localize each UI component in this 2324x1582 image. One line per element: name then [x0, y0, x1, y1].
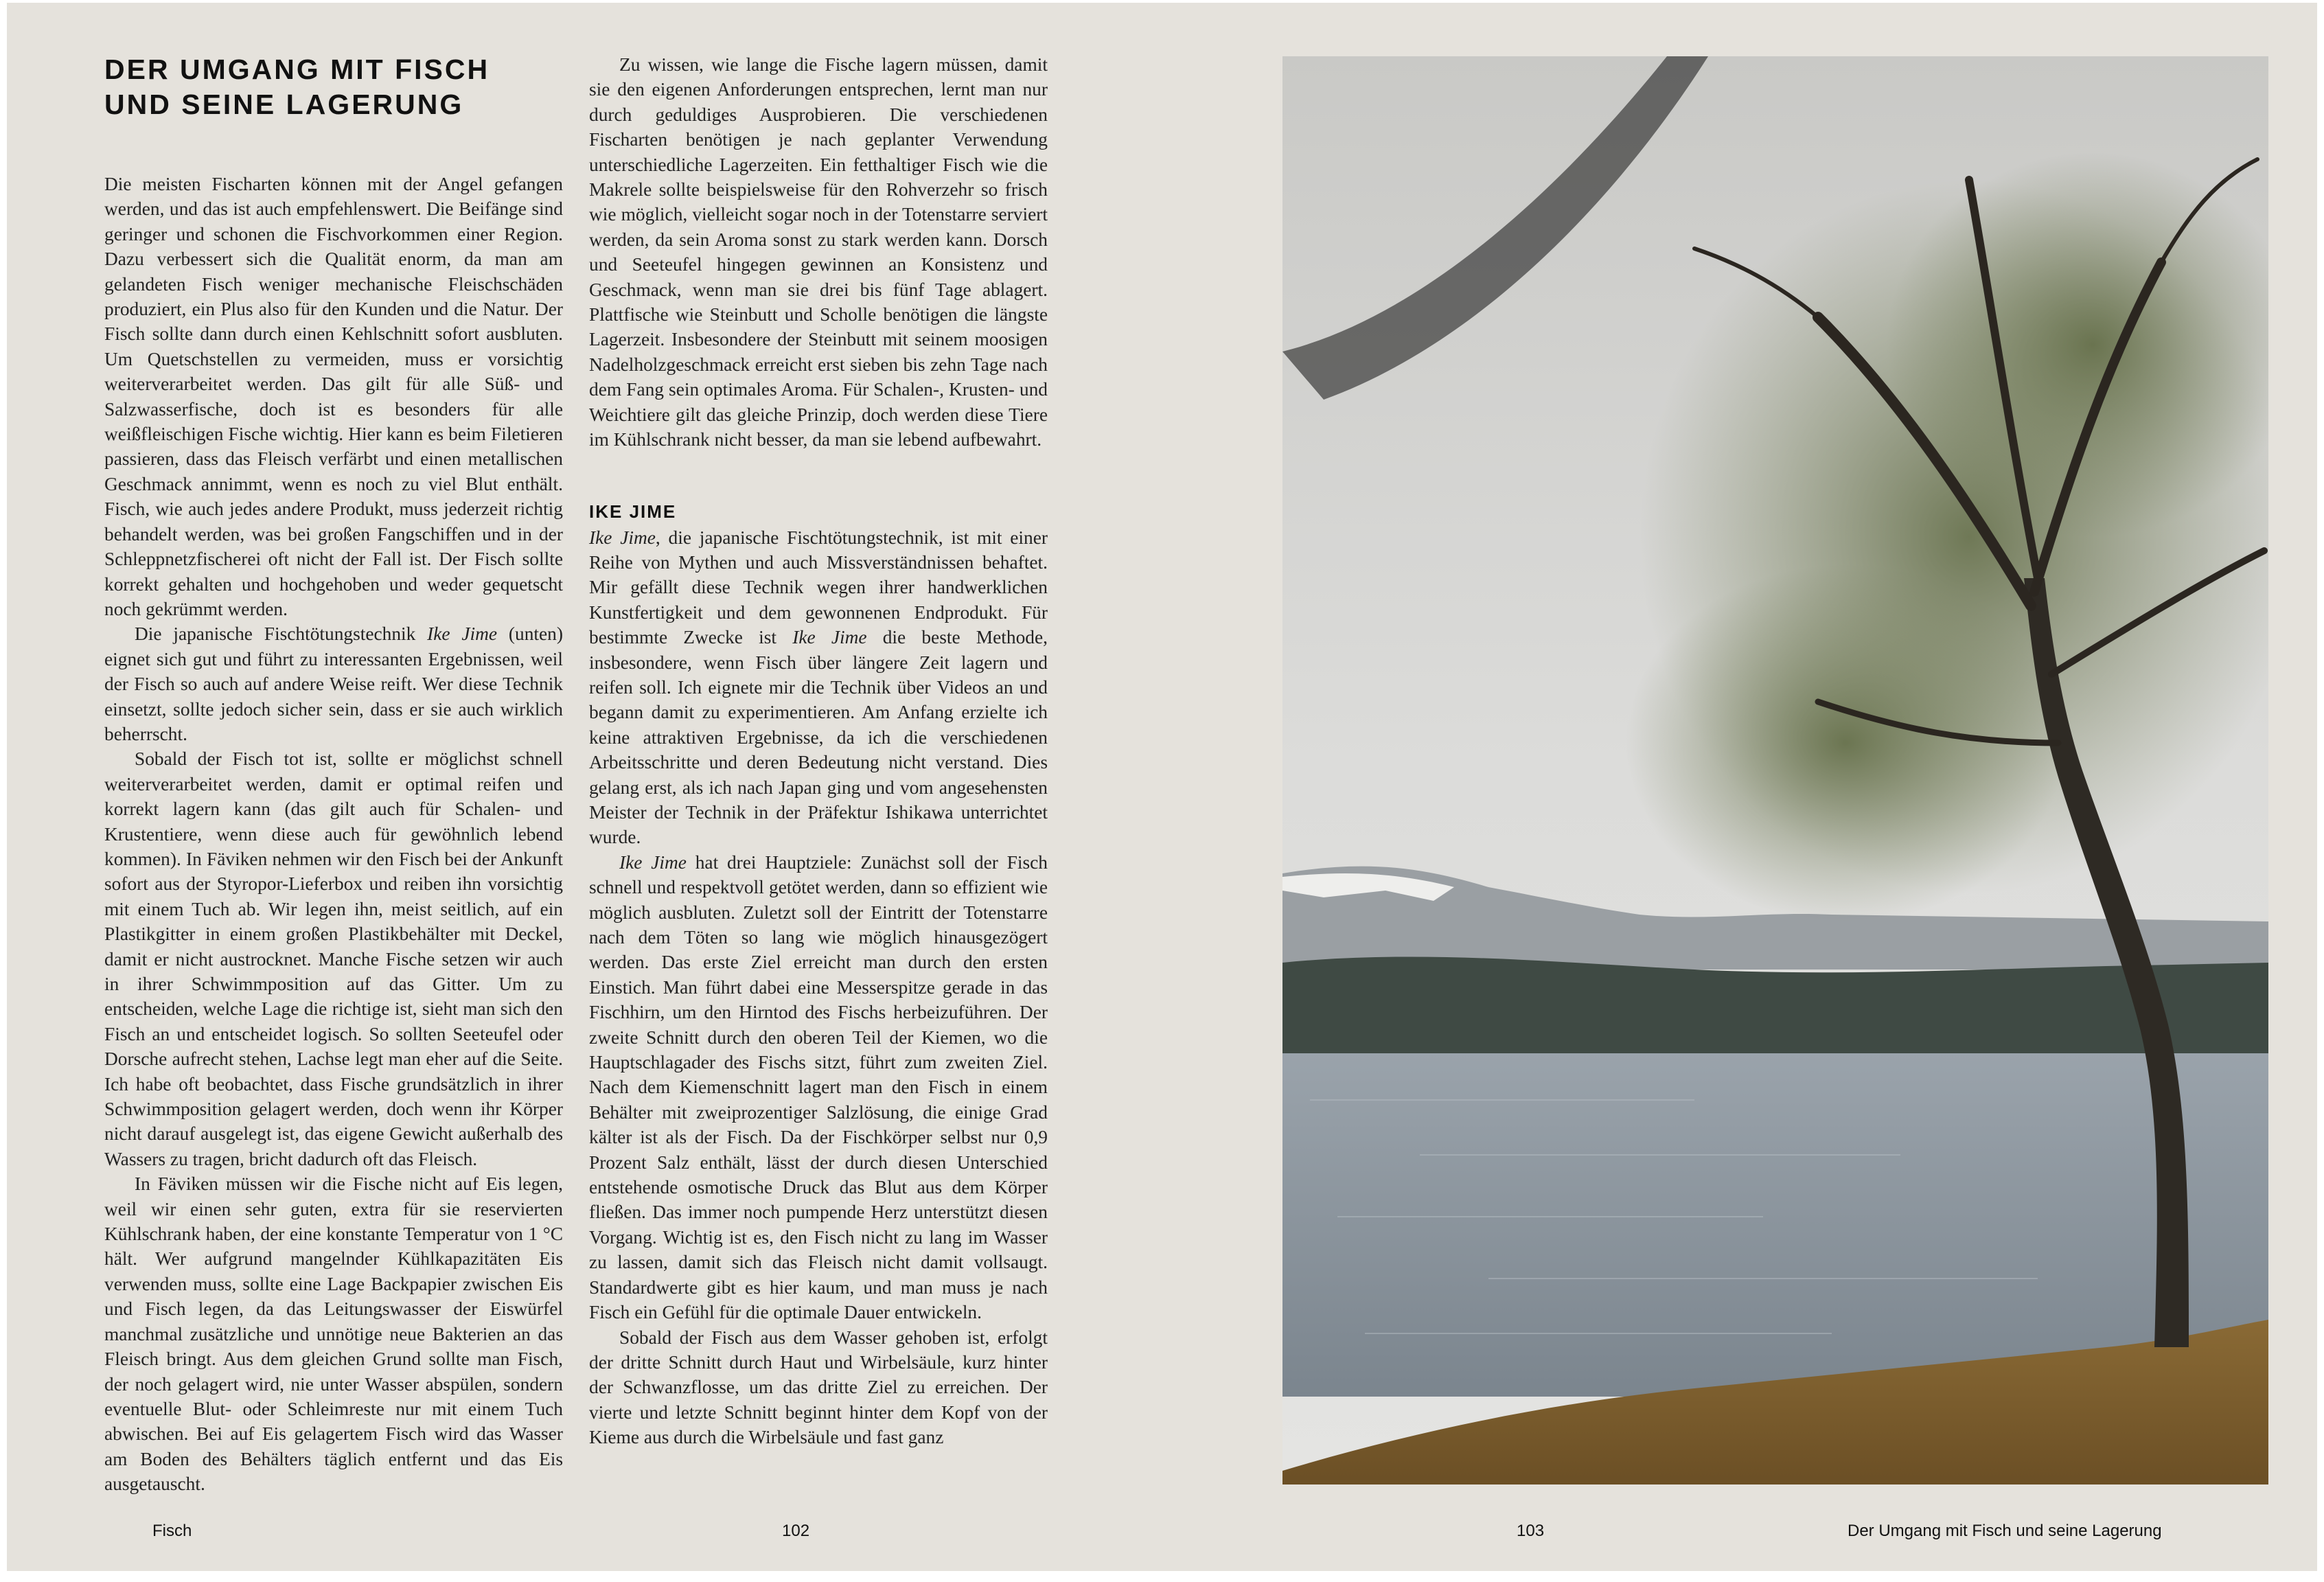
paragraph: In Fäviken müssen wir die Fische nicht auf Eis legen, weil wir einen sehr guten, extra für sie reservierten Kühlschrank haben, der eine konstante Temperatur von 1 °C hält. Wer aufgrund mangelnder Kühlkapazitäten Eis verwenden muss, sollte eine Lage Backpapier zwischen Eis und Fisch legen, da das Leitungswasser der Eiswürfel manchmal zusätzliche und unnötige neue Bakterien an das Fleisch bringt. Aus dem gleichen Grund sollte man Fisch, der noch gelagert wird, nie unter Wasser abspülen, sondern eventuelle Blut- oder Schleimreste nur mit einem Tuch abwischen. Bei auf Eis gelagertem Fisch wird das Wasser am Boden des Behälters täglich entfernt und das Eis ausgetauscht.	[104, 1173, 563, 1495]
paragraph: Zu wissen, wie lange die Fische lagern müssen, damit sie den eigenen Anforderungen entsprechen, lernt man nur durch geduldiges Ausprobieren. Die verschiedenen Fischarten benötigen je nach geplanter Verwendung unterschiedliche Lagerzeiten. Ein fetthaltiger Fisch wie die Makrele sollte beispielsweise für den Rohverzehr so frisch wie möglich, vielleicht sogar noch in der Totenstarre serviert werden, da sein Aroma sonst zu stark werden kann. Dorsch und Seeteufel hingegen gewinnen an Konsistenz und Geschmack, wenn man sie drei bis fünf Tage ablagert. Plattfische wie Steinbutt und Scholle benötigen die längste Lagerzeit. Insbesondere der Steinbutt mit seinem moosigen Nadelholzgeschmack erreicht erst sieben bis zehn Tage nach dem Fang sein optimales Aroma. Für Schalen-, Krusten- und Weichtiere gilt das gleiche Prinzip, doch werden diese Tiere im Kühlschrank nicht besser, da man sie lebend aufbewahrt.	[589, 54, 1048, 450]
section-subhead: IKE JIME	[589, 501, 677, 522]
headline-line-2: UND SEINE LAGERUNG	[104, 89, 464, 120]
photo-illustration	[1282, 56, 2268, 1484]
footer-page-number-left: 102	[782, 1522, 810, 1540]
paragraph: Die japanische Fischtötungstechnik Ike Jime (unten) eignet sich gut und führt zu interessanten Ergebnissen, weil der Fisch so auch auf andere Weise reift. Wer diese Technik einsetzt, sollte jedoch sicher sein, dass er sie auch wirklich beherrscht.	[104, 623, 563, 744]
footer-section-right: Der Umgang mit Fisch und seine Lagerung	[1848, 1522, 2162, 1540]
footer-page-number-right: 103	[1517, 1522, 1545, 1540]
chapter-headline	[104, 52, 563, 122]
paragraph: Ike Jime hat drei Hauptziele: Zunächst soll der Fisch schnell und respektvoll getötet werden, dann so effizient wie möglich ausbluten. Zuletzt soll der Eintritt der Totenstarre nach dem Töten so lang wie möglich hinausgezögert werden. Das erste Ziel erreicht man durch den ersten Einstich. Man führt dabei eine Messerspitze gerade in das Fischhirn, um den Hirntod des Fischs herbeizuführen. Der zweite Schnitt durch den oberen Teil der Kiemen, wo die Hauptschlagader des Fischs sitzt, führt zum zweiten Ziel. Nach dem Kiemenschnitt lagert man den Fisch in einem Behälter mit zweiprozentiger Salzlösung, die einige Grad kälter ist als der Fisch. Da der Fischkörper selbst nur 0,9 Prozent Salz enthält, lässt der durch diesen Unterschied entstehende osmotische Druck das Blut aus dem Körper fließen. Das immer noch pumpende Herz unterstützt diesen Vorgang. Wichtig ist es, den Fisch nicht zu lang im Wasser zu lassen, damit sich das Fleisch nicht damit vollsaugt. Standardwerte gibt es hier kaum, und man muss je nach Fisch ein Gefühl für die optimale Dauer entwickeln.	[589, 851, 1048, 1323]
paragraph: Sobald der Fisch aus dem Wasser gehoben ist, erfolgt der dritte Schnitt durch Haut und Wirbelsäule, kurz hinter der Schwanzflosse, um das dritte Ziel zu erreichen. Der vierte und letzte Schnitt beginnt hinter dem Kopf von der Kieme aus durch die Wirbelsäule und fast ganz	[589, 1327, 1048, 1448]
book-spread	[7, 3, 2317, 1571]
left-text-column	[104, 52, 563, 1497]
middle-text-column	[589, 52, 1048, 1450]
paragraph: Ike Jime, die japanische Fischtötungstechnik, ist mit einer Reihe von Mythen und auch Missverständnissen behaftet. Mir gefällt diese Technik wegen ihrer handwerklichen Kunstfertigkeit und dem gewonnenen Endprodukt. Für bestimmte Zwecke ist Ike Jime die beste Methode, insbesondere, wenn Fisch über längere Zeit lagern und reifen soll. Ich eignete mir die Technik über Videos an und begann damit zu experimentieren. Am Anfang erzielte ich keine attraktiven Ergebnisse, da ich die verschiedenen Arbeitsschritte und deren Bedeutung nicht verstand. Dies gelang erst, als ich nach Japan ging und vom angesehensten Meister der Technik in der Präfektur Ishikawa unterrichtet wurde.	[589, 527, 1048, 848]
lake-tree-photo	[1282, 56, 2268, 1484]
paragraph: Sobald der Fisch tot ist, sollte er möglichst schnell weiterverarbeitet werden, damit er optimal reifen und korrekt lagern kann (das gilt auch für Schalen- und Krustentiere, wenn diese auch für gewöhnlich lebend kommen). In Fäviken nehmen wir den Fisch bei der Ankunft sofort aus der Styropor-Lieferbox und reiben ihn vorsichtig mit einem Tuch ab. Wir legen ihn, meist seitlich, auf ein Plastikgitter in einem großen Plastikbehälter mit Deckel, damit er nicht austrocknet. Manche Fische setzen wir auch in ihrer Schwimmposition auf das Gitter. Um zu entscheiden, welche Lage die richtige ist, sieht man sich den Fisch an und entscheidet logisch. So sollten Seeteufel oder Dorsche aufrecht stehen, Lachse legt man eher auf die Seite. Ich habe oft beobachtet, dass Fische grundsätzlich in ihrer Schwimmposition gelagert werden, doch wenn ihr Körper nicht darauf ausgelegt ist, das eigene Gewicht außerhalb des Wassers zu tragen, bricht dadurch oft das Fleisch.	[104, 748, 563, 1169]
headline-line-1: DER UMGANG MIT FISCH	[104, 54, 490, 85]
paragraph: Die meisten Fischarten können mit der Angel gefangen werden, und das ist auch empfehlenswert. Die Beifänge sind geringer und schonen die Fischvorkommen einer Region. Dazu verbessert sich die Qualität enorm, da man am gelandeten Fisch weniger mechanische Fleischschäden produziert, ein Plus also für den Kunden und die Natur. Der Fisch sollte dann durch einen Kehlschnitt sofort ausbluten. Um Quetschstellen zu vermeiden, muss er vorsichtig weiterverarbeitet werden. Das gilt für alle Süß- und Salzwasserfische, doch ist es besonders für alle weißfleischigen Fische wichtig. Hier kann es beim Filetieren passieren, dass das Fleisch verfärbt und einen metallischen Geschmack annimmt, wenn es noch zu viel Blut enthält. Fisch, wie auch jedes andere Produkt, muss jederzeit richtig behandelt werden, was bei großen Fangschiffen und in der Schleppnetzfischerei oft nicht der Fall ist. Der Fisch sollte korrekt gehalten und hochgehoben und weder gequetscht noch gekrümmt werden.	[104, 174, 563, 619]
footer-section-left: Fisch	[152, 1522, 192, 1540]
